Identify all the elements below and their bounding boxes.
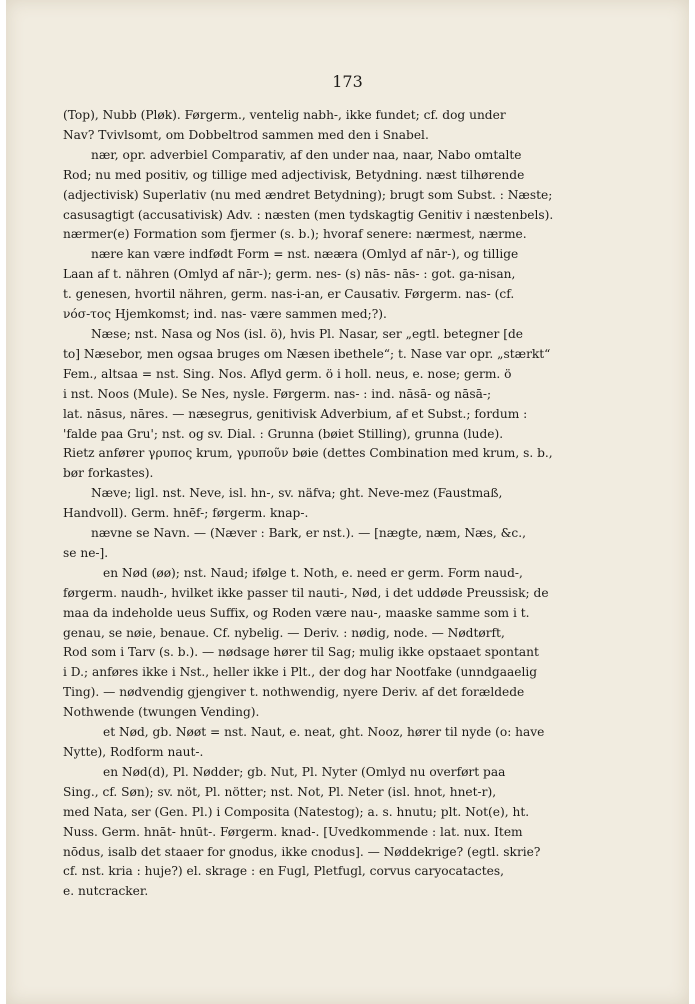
text-line: nōdus, isalb det staaer for gnodus, ikke cnodus]. — Nøddekrige? (egtl. skrie?: [63, 844, 541, 859]
text-line: en Nød (øø); nst. Naud; ifølge t. Noth, e. need er germ. Form naud-,: [103, 565, 523, 580]
text-line: bør forkastes).: [63, 466, 154, 481]
text-line: i nst. Noos (Mule). Se Nes, nysle. Førgerm. nas- : ind. nāsā- og nāsā-;: [63, 386, 492, 401]
text-line: maa da indeholde ueus Suffix, og Roden være nau-, maaske samme som i t.: [63, 605, 530, 620]
text-line: Nothwende (twungen Vending).: [63, 705, 260, 720]
text-line: Næve; ligl. nst. Neve, isl. hn-, sv. näfva; ght. Neve-mez (Faustmaß,: [91, 486, 503, 501]
text-line: casusagtigt (accusativisk) Adv. : næsten (men tydskagtig Genitiv i næstenbels).: [63, 207, 554, 222]
text-line: t. genesen, hvortil nähren, germ. nas-i-an, er Causativ. Førgerm. nas- (cf.: [63, 287, 515, 302]
text-line: nære kan være indfødt Form = nst. nææra (Omlyd af nār-), og tillige: [91, 247, 519, 262]
text-line: Rietz anfører γρυπος krum, γρυποῦν bøie (dettes Combination med krum, s. b.,: [63, 446, 553, 461]
text-line: med Nata, ser (Gen. Pl.) i Composita (Natestog); a. s. hnutu; plt. Not(e), ht.: [63, 804, 530, 819]
text-line: lat. nāsus, nāres. — næsegrus, genitivisk Adverbium, af et Subst.; fordum :: [63, 406, 528, 421]
page-text: [63, 106, 619, 902]
text-line: Fem., altsaa = nst. Sing. Nos. Aflyd germ. ö i holl. neus, e. nose; germ. ö: [63, 366, 512, 381]
text-line: Ting). — nødvendig gjengiver t. nothwendig, nyere Deriv. af det forældede: [63, 685, 525, 700]
text-line: Laan af t. nähren (Omlyd af nār-); germ. nes- (s) nās- nās- : got. ga-nisan,: [63, 267, 516, 282]
text-line: Rod som i Tarv (s. b.). — nødsage hører til Sag; mulig ikke opstaaet spontant: [63, 645, 539, 660]
text-line: Nav? Tvivlsomt, om Dobbeltrod sammen med den i Snabel.: [63, 127, 429, 142]
text-line: se ne-].: [63, 545, 109, 560]
text-line: Nuss. Germ. hnāt- hnūt-. Førgerm. knad-. [Uvedkommende : lat. nux. Item: [63, 824, 523, 839]
text-line: genau, se nøie, benaue. Cf. nybelig. — Deriv. : nødig, node. — Nødtørft,: [63, 625, 505, 640]
text-line: e. nutcracker.: [63, 884, 149, 899]
text-line: νόσ-τος Hjemkomst; ind. nas- være sammen med;?).: [63, 307, 387, 322]
text-line: Næse; nst. Nasa og Nos (isl. ö), hvis Pl. Nasar, ser „egtl. betegner [de: [91, 326, 523, 341]
text-line: cf. nst. kria : huje?) el. skrage : en Fugl, Pletfugl, corvus caryocatactes,: [63, 864, 504, 879]
text-line: Sing., cf. Søn); sv. nöt, Pl. nötter; nst. Not, Pl. Neter (isl. hnot, hnet-r),: [63, 784, 497, 799]
text-line: Handvoll). Germ. hnēf-; førgerm. knap-.: [63, 506, 309, 521]
text-line: 'falde paa Gru'; nst. og sv. Dial. : Grunna (bøiet Stilling), grunna (lude).: [63, 426, 504, 441]
text-line: førgerm. naudh-, hvilket ikke passer til nauti-, Nød, i det uddøde Preussisk; de: [63, 585, 549, 600]
page-number: 173: [332, 72, 363, 91]
text-line: i D.; anføres ikke i Nst., heller ikke i Plt., der dog har Nootfake (unndgaaelig: [63, 665, 538, 680]
book-page: [6, 0, 689, 1004]
text-line: et Nød, gb. Nøøt = nst. Naut, e. neat, ght. Nooz, hører til nyde (o: have: [103, 725, 545, 740]
text-line: to] Næsebor, men ogsaa bruges om Næsen ibethele“; t. Nase var opr. „stærkt“: [63, 346, 551, 361]
text-line: nærmer(e) Formation som fjermer (s. b.); hvoraf senere: nærmest, nærme.: [63, 227, 527, 242]
text-line: nævne se Navn. — (Næver : Bark, er nst.). — [nægte, næm, Næs, &c.,: [91, 526, 527, 541]
text-line: nær, opr. adverbiel Comparativ, af den under naa, naar, Nabo omtalte: [91, 147, 522, 162]
text-line: en Nød(d), Pl. Nødder; gb. Nut, Pl. Nyter (Omlyd nu overført paa: [103, 764, 506, 779]
text-line: Rod; nu med positiv, og tillige med adjectivisk, Betydning. næst tilhørende: [63, 167, 525, 182]
text-line: (adjectivisk) Superlativ (nu med ændret Betydning); brugt som Subst. : Næste;: [63, 187, 553, 202]
text-line: Nytte), Rodform naut-.: [63, 745, 204, 759]
text-line: (Top), Nubb (Pløk). Førgerm., ventelig nabh-, ikke fundet; cf. dog under: [63, 108, 506, 122]
